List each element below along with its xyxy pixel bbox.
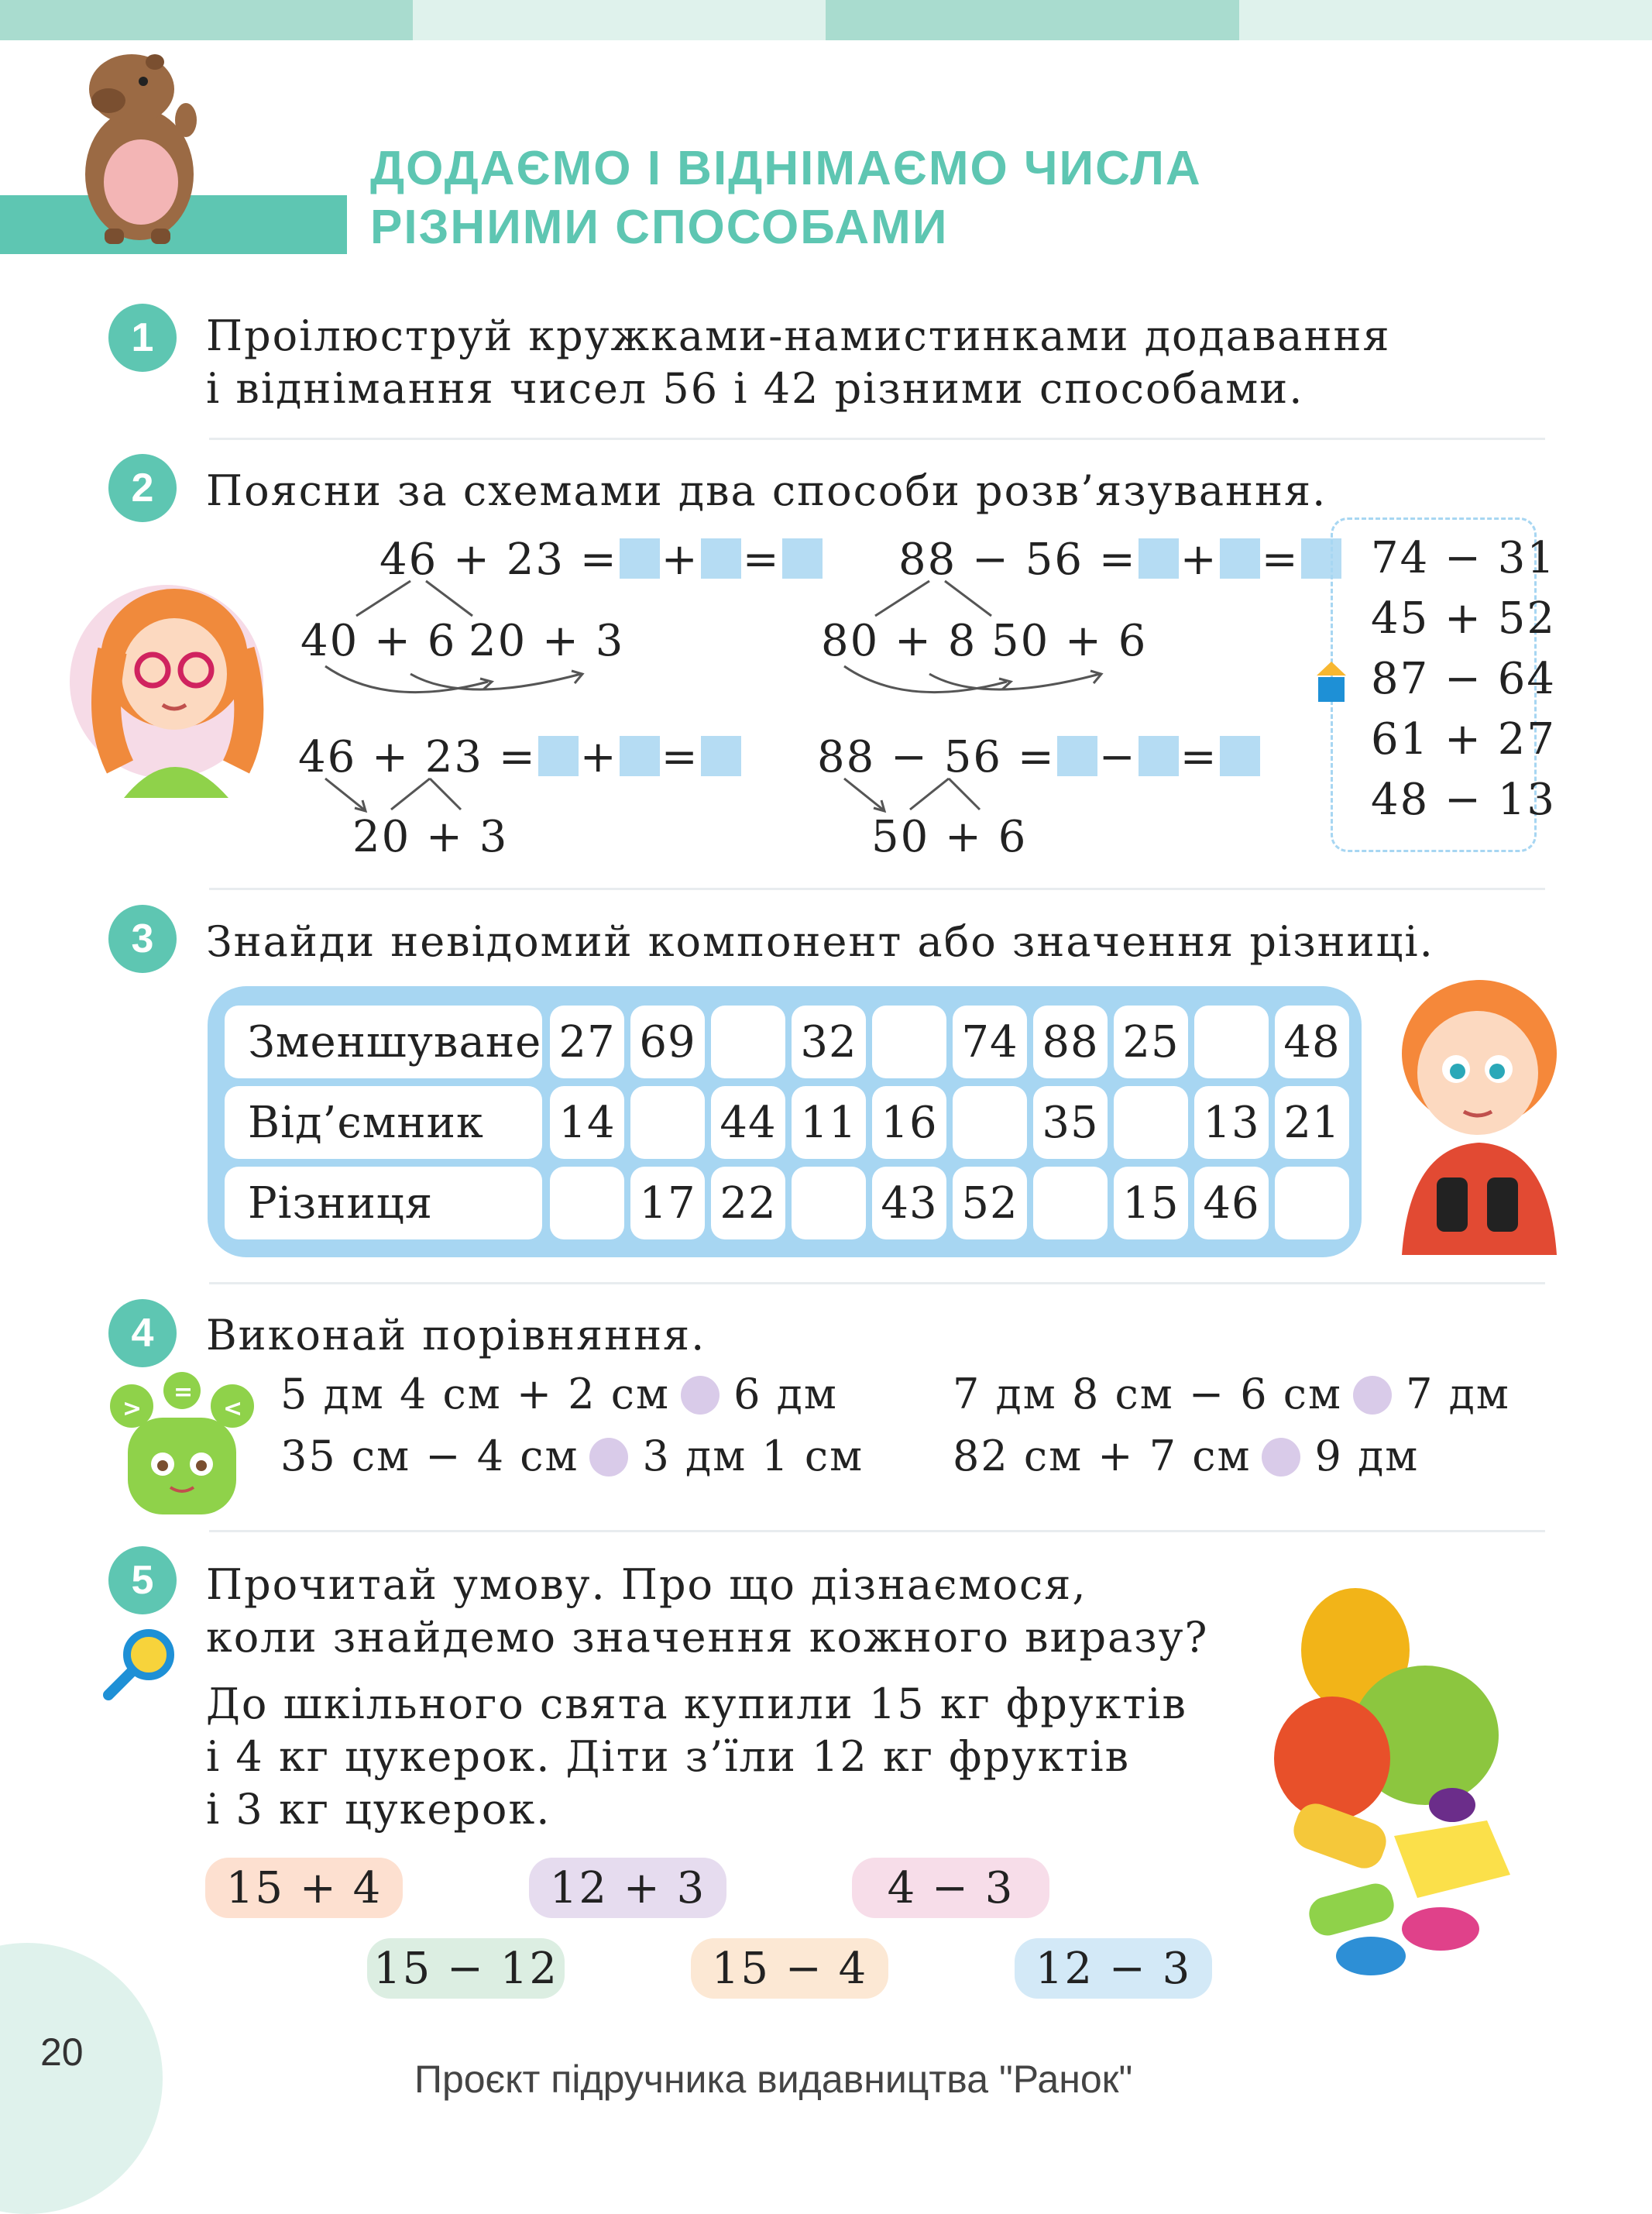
table-cell[interactable]: [1275, 1167, 1349, 1239]
table-cell: 14: [550, 1086, 624, 1159]
task-1-line-2: і віднімання чисел 56 і 42 різними способами.: [206, 364, 1304, 413]
task-5-problem-line-3: і 3 кг цукерок.: [206, 1785, 551, 1834]
table-cell[interactable]: [630, 1086, 705, 1159]
comparison-sign-circle[interactable]: [1262, 1438, 1300, 1477]
comparison-right: 7 дм: [1406, 1370, 1510, 1418]
expression-pill[interactable]: 15 − 12: [367, 1938, 565, 1999]
task-1-line-1: Проілюструй кружками-намистинками додавання: [206, 311, 1391, 360]
task-5-problem-line-2: і 4 кг цукерок. Діти з’їли 12 кг фруктів: [206, 1732, 1131, 1781]
equals-sign: =: [1180, 732, 1218, 782]
fruits-and-candies-icon: [1262, 1580, 1526, 1999]
table-cell: 32: [792, 1006, 866, 1078]
table-cell: 69: [630, 1006, 705, 1078]
expression-2-lhs: 88 − 56 =: [898, 535, 1137, 585]
page-corner: [0, 1943, 163, 2214]
table-cell: 13: [1194, 1086, 1269, 1159]
comparison-2: [953, 1370, 1510, 1418]
expression-1-arrows: [294, 573, 604, 705]
plus-sign: +: [1180, 535, 1218, 585]
comparison-4: [953, 1432, 1419, 1480]
task-4-number: 4: [108, 1299, 177, 1367]
svg-text:>: >: [122, 1395, 143, 1422]
task-5-question-line-2: коли знайдемо значення кожного виразу?: [206, 1613, 1209, 1662]
divider: [209, 888, 1545, 890]
expression-4-arrows: [836, 771, 991, 817]
expression-4-split: 50 + 6: [871, 812, 1028, 862]
plus-sign: +: [579, 732, 618, 782]
expression-1-split-2: 20 + 3: [469, 616, 625, 666]
table-cell: 52: [953, 1167, 1027, 1239]
expression-2-split-1: 80 + 8: [821, 616, 977, 666]
table-row-header: Від’ємник: [225, 1086, 542, 1159]
comparison-3: [280, 1432, 864, 1480]
expression-pill[interactable]: 12 − 3: [1015, 1938, 1212, 1999]
comparison-right: 6 дм: [733, 1370, 838, 1418]
magnifier-icon: [101, 1625, 178, 1703]
comparison-1: [280, 1370, 838, 1418]
task-3-number: 3: [108, 905, 177, 973]
table-cell: 17: [630, 1167, 705, 1239]
expression-2-arrows: [813, 573, 1123, 705]
comparison-sign-circle[interactable]: [1353, 1376, 1392, 1415]
task-2-number: 2: [108, 454, 177, 522]
page-number: 20: [40, 2030, 84, 2074]
divider: [209, 1282, 1545, 1284]
task-4-text: Виконай порівняння.: [206, 1311, 706, 1360]
table-cell: 15: [1114, 1167, 1188, 1239]
task-5-number: 5: [108, 1546, 177, 1614]
task-1-number: 1: [108, 304, 177, 372]
comparison-right: 3 дм 1 см: [642, 1432, 864, 1480]
task-2-text: Поясни за схемами два способи розв’язування.: [206, 466, 1327, 515]
table-row-header: Зменшуване: [225, 1006, 542, 1078]
task-5-question: [206, 1559, 1208, 1664]
answer-box[interactable]: [1220, 538, 1260, 579]
table-cell[interactable]: [711, 1006, 785, 1078]
table-cell: 48: [1275, 1006, 1349, 1078]
capybara-mascot-icon: [70, 46, 209, 248]
table-cell: 25: [1114, 1006, 1188, 1078]
table-cell: 16: [872, 1086, 946, 1159]
table-cell[interactable]: [792, 1167, 866, 1239]
task-3-text: Знайди невідомий компонент або значення різниці.: [206, 917, 1434, 966]
table-cell: 44: [711, 1086, 785, 1159]
table-cell: 11: [792, 1086, 866, 1159]
expression-pill[interactable]: 4 − 3: [852, 1858, 1049, 1918]
table-cell: 35: [1033, 1086, 1108, 1159]
table-cell: 43: [872, 1167, 946, 1239]
expression-pill[interactable]: 15 − 4: [691, 1938, 888, 1999]
task-1-text: [206, 310, 1391, 415]
comparison-right: 9 дм: [1314, 1432, 1420, 1480]
table-cell[interactable]: [1194, 1006, 1269, 1078]
side-list-item: 74 − 31: [1371, 533, 1557, 583]
side-list-item: 87 − 64: [1371, 654, 1557, 704]
top-bar-4: [1239, 0, 1652, 40]
table-cell[interactable]: [953, 1086, 1027, 1159]
answer-box[interactable]: [1057, 736, 1097, 776]
answer-box[interactable]: [620, 538, 660, 579]
task-5-problem: [206, 1678, 1187, 1836]
expression-1-split-1: 40 + 6: [301, 616, 457, 666]
comparison-left: 82 см + 7 см: [953, 1432, 1252, 1480]
title-line-2: РІЗНИМИ СПОСОБАМИ: [370, 201, 949, 254]
expression-3-lhs: 46 + 23 =: [298, 732, 537, 782]
top-bar-1: [0, 0, 413, 40]
answer-box[interactable]: [620, 736, 660, 776]
answer-box[interactable]: [701, 538, 741, 579]
side-list-item: 48 − 13: [1371, 775, 1557, 825]
answer-box[interactable]: [1220, 736, 1260, 776]
svg-text:<: <: [223, 1395, 243, 1422]
comparison-sign-circle[interactable]: [589, 1438, 628, 1477]
comparison-sign-circle[interactable]: [681, 1376, 720, 1415]
expression-2-split-2: 50 + 6: [991, 616, 1148, 666]
task-5-problem-line-1: До шкільного свята купили 15 кг фруктів: [206, 1679, 1187, 1728]
answer-box[interactable]: [538, 736, 579, 776]
side-list: [1371, 528, 1556, 830]
expression-4-lhs: 88 − 56 =: [817, 732, 1056, 782]
top-bar-3: [826, 0, 1239, 40]
table-row-header: Різниця: [225, 1167, 542, 1239]
girl-illustration-icon: [66, 566, 290, 806]
page-title: [370, 139, 1202, 257]
comparison-left: 7 дм 8 см − 6 см: [953, 1370, 1343, 1418]
minus-sign: −: [1098, 732, 1137, 782]
table-cell: 88: [1033, 1006, 1108, 1078]
divider: [209, 438, 1545, 440]
table-cell[interactable]: [550, 1167, 624, 1239]
answer-box[interactable]: [1139, 736, 1179, 776]
table-cell: 27: [550, 1006, 624, 1078]
home-icon: [1315, 660, 1348, 703]
svg-text:=: =: [173, 1379, 194, 1406]
boy-with-binoculars-icon: [1386, 968, 1564, 1255]
expression-3-arrows: [318, 771, 472, 817]
answer-box[interactable]: [1139, 538, 1179, 579]
task-5-question-line-1: Прочитай умову. Про що дізнаємося,: [206, 1560, 1087, 1609]
expression-pill[interactable]: 15 + 4: [205, 1858, 403, 1918]
table-cell[interactable]: [1033, 1167, 1108, 1239]
divider: [209, 1530, 1545, 1532]
title-line-1: ДОДАЄМО І ВІДНІМАЄМО ЧИСЛА: [370, 142, 1202, 195]
plus-sign: +: [661, 535, 699, 585]
answer-box[interactable]: [701, 736, 741, 776]
table-cell: 46: [1194, 1167, 1269, 1239]
comparison-left: 5 дм 4 см + 2 см: [280, 1370, 671, 1418]
table-cell[interactable]: [872, 1006, 946, 1078]
table-cell: 74: [953, 1006, 1027, 1078]
expression-1-lhs: 46 + 23 =: [380, 535, 618, 585]
equals-sign: =: [1261, 535, 1300, 585]
top-bar-2: [413, 0, 826, 40]
publisher-note: Проєкт підручника видавництва "Ранок": [414, 2058, 1133, 2101]
side-list-item: 61 + 27: [1371, 714, 1557, 765]
equals-sign: =: [661, 732, 699, 782]
equals-sign: =: [742, 535, 781, 585]
expression-3-split: 20 + 3: [352, 812, 509, 862]
green-creature-icon: [101, 1371, 263, 1518]
table-cell: 22: [711, 1167, 785, 1239]
side-list-item: 45 + 52: [1371, 593, 1557, 644]
comparison-left: 35 см − 4 см: [280, 1432, 579, 1480]
table-cell[interactable]: [1114, 1086, 1188, 1159]
table-cell: 21: [1275, 1086, 1349, 1159]
expression-pill[interactable]: 12 + 3: [529, 1858, 726, 1918]
